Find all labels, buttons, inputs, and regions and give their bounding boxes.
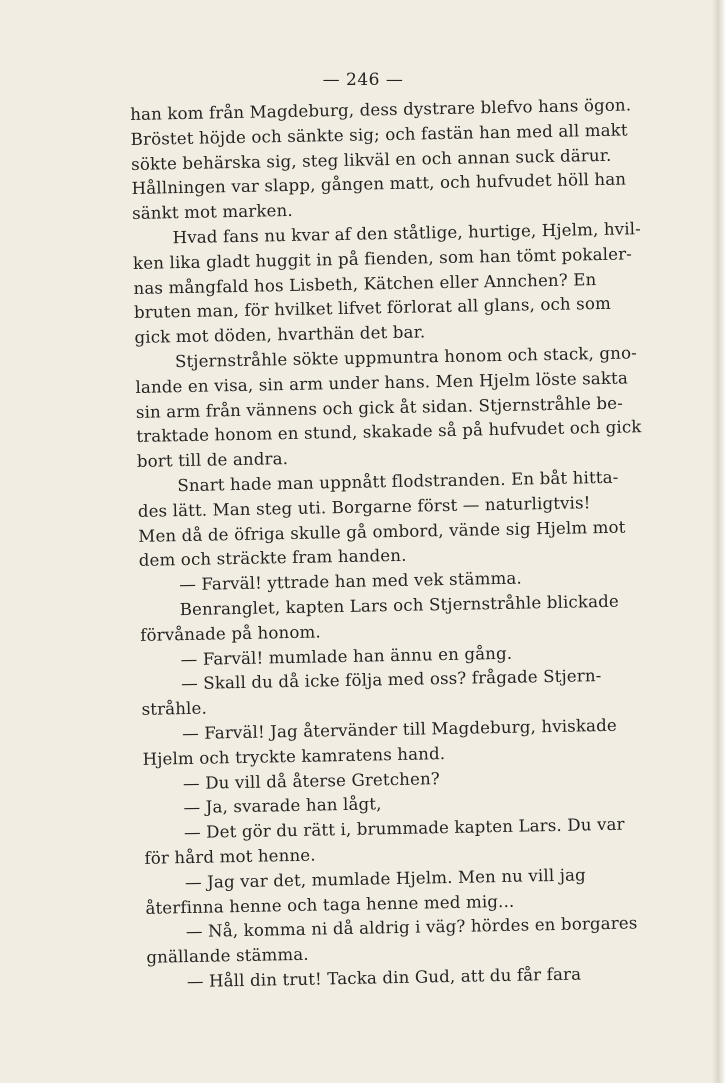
- text-line: för hård mot henne.: [144, 845, 316, 868]
- text-line: stråhle.: [141, 698, 208, 720]
- text-line: Snart hade man uppnått flodstranden. En båt hitta-: [177, 467, 619, 496]
- text-line: — Skall du då icke följa med oss? frågade Stjern-: [180, 666, 602, 694]
- text-line: — Ja, svarade han lågt,: [183, 794, 382, 818]
- text-line: Hjelm och tryckte kamratens hand.: [142, 743, 446, 769]
- text-line: — Det gör du rätt i, brummade kapten Lars. Du var: [183, 814, 625, 843]
- text-line: lande en visa, sin arm under hans. Men Hjelm löste sakta: [135, 368, 629, 397]
- text-line: gnällande stämma.: [146, 944, 309, 968]
- text-line: nas mångfald hos Lisbeth, Kätchen eller Annchen? En: [133, 269, 597, 298]
- text-line: återfinna henne och taga henne med mig...: [145, 891, 515, 918]
- text-line: dem och sträckte fram handen.: [138, 546, 407, 571]
- text-line: förvånade på honom.: [140, 622, 322, 645]
- text-line: des lätt. Man steg uti. Borgarne först — naturligtvis!: [137, 493, 591, 521]
- text-line: — Farväl! mumlade han ännu en gång.: [180, 643, 513, 669]
- page-edge: [712, 0, 726, 1083]
- text-line: bruten man, för hvilket lifvet förlorat all glans, och som: [133, 294, 612, 323]
- text-line: — Farväl! yttrade han med vek stämma.: [179, 568, 523, 595]
- text-line: sänkt mot marken.: [131, 201, 293, 224]
- body-text: [0, 92, 726, 992]
- text-line: han kom från Magdeburg, dess dystrare blefvo hans ögon.: [130, 95, 632, 124]
- text-line: — Jag var det, mumlade Hjelm. Men nu vill jag: [184, 865, 587, 892]
- text-line: traktade honom en stund, skakade så på hufvudet och gick: [136, 417, 642, 447]
- text-line: sin arm från vännens och gick åt sidan. Stjernstråhle be-: [135, 393, 624, 422]
- text-line: Men då de öfriga skulle gå ombord, vände sig Hjelm mot: [138, 517, 626, 546]
- text-line: — Håll din trut! Tacka din Gud, att du får fara: [186, 964, 582, 992]
- text-line: sökte behärska sig, steg likväl en och annan suck därur.: [130, 145, 612, 174]
- text-line: Bröstet höjde och sänkte sig; och fastän han med all makt: [130, 120, 628, 149]
- text-line: Stjernstråhle sökte uppmuntra honom och stack, gno-: [174, 343, 638, 372]
- page-number: — 246 —: [322, 70, 404, 90]
- text-line: Hållningen var slapp, gången matt, och hufvudet höll han: [131, 169, 627, 199]
- text-line: — Farväl! Jag återvänder till Magdeburg, hviskade: [181, 715, 618, 744]
- text-line: Hvad fans nu kvar af den ståtlige, hurtige, Hjelm, hvil-: [172, 219, 642, 248]
- text-line: Benranglet, kapten Lars och Stjernstråhle blickade: [179, 591, 620, 620]
- text-line: gick mot döden, hvarthän det bar.: [134, 322, 426, 348]
- text-line: — Du vill då återse Gretchen?: [182, 768, 441, 793]
- text-line: bort till de andra.: [136, 449, 289, 472]
- text-line: ken lika gladt huggit in på fienden, som han tömt pokaler-: [132, 244, 633, 273]
- text-line: — Nå, komma ni då aldrig i väg? hördes en borgares: [185, 913, 638, 942]
